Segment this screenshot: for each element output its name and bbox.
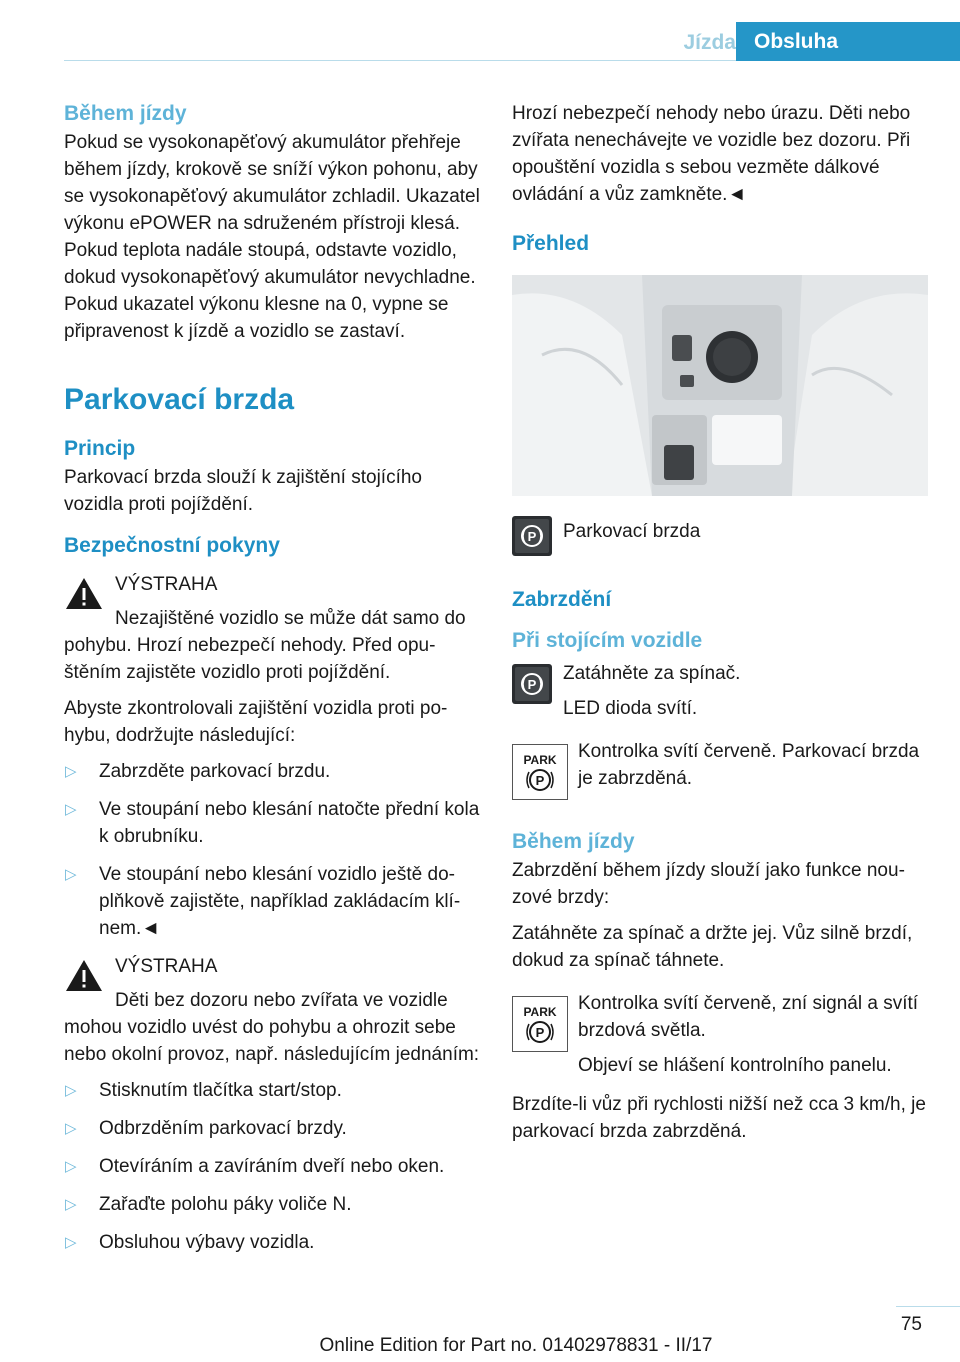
chapter-tab-driving[interactable]: Jízda <box>683 31 736 54</box>
indicator-2-line-1: Kontrolka svítí červeně, zní signál a svítí brzdová světla. <box>578 993 919 1041</box>
list-item: ▷ Obsluhou výbavy vozidla. <box>64 1229 484 1256</box>
park-indicator-icon <box>512 744 568 800</box>
list-item: ▷ Ve stoupání nebo klesání vozidlo ještě doplňkově zajistěte, například zakládacím klínem.◄ <box>64 861 484 942</box>
indicator-row-1 <box>512 736 930 806</box>
principle-text: Parkovací brzda slouží k zajištění stojícího vozidla proti pojíždění. <box>64 467 422 515</box>
left-column <box>64 100 484 1267</box>
safety-heading: Bezpečnostní pokyny <box>64 534 280 557</box>
standstill-heading: Při stojícím vozidle <box>512 629 703 652</box>
engage-heading: Zabrzdění <box>512 588 612 611</box>
warning-1-text: Nezajištěné vozidlo se může dát samo do pohybu. Hrozí nebezpečí nehody. Před opuštěním zajistěte vozidlo proti pojíždění. <box>64 608 466 683</box>
indicator-2-line-2: Objeví se hlášení kontrolního panelu. <box>578 1055 892 1076</box>
overview-heading: Přehled <box>512 232 590 255</box>
footer-rule <box>896 1306 960 1307</box>
bullet-triangle-icon: ▷ <box>65 1196 77 1213</box>
principle-heading: Princip <box>64 437 136 460</box>
parking-brake-switch-icon <box>512 516 552 556</box>
warning-icon <box>64 957 104 994</box>
continued-warning-text: Hrozí nebezpečí nehody nebo úrazu. Děti nebo zvířata nenechávejte ve vozidle bez dozoru. Při opouštění vozidla s sebou vezměte dálkové ovládání a vůz zamkněte.◄ <box>512 103 911 205</box>
bullet-triangle-icon: ▷ <box>65 801 77 818</box>
photo-caption: Parkovací brzda <box>563 521 701 542</box>
center-console-photo <box>512 275 928 496</box>
closing-text: Brzdíte-li vůz při rychlosti nižší než cca 3 km/h, je parkovací brzda zabrzděná. <box>512 1094 926 1142</box>
park-label: PARK <box>523 1005 557 1019</box>
list-item: ▷ Zařaďte polohu páky voliče N. <box>64 1191 484 1218</box>
warning-block-2 <box>64 953 484 1068</box>
p-symbol: P <box>535 1025 545 1040</box>
bullet-triangle-icon: ▷ <box>65 763 77 780</box>
standstill-line-2: LED dioda svítí. <box>563 698 698 719</box>
edition-footer: Online Edition for Part no. 01402978831 - II/17 <box>319 1335 713 1356</box>
list-item: ▷ Stisknutím tlačítka start/stop. <box>64 1077 484 1104</box>
during-drive-text: Pokud se vysokonapěťový akumulátor přehřeje během jízdy, krokově se sníží výkon pohonu, aby se vysokonapěťový akumulátor zchladil. Ukazatel výkonu ePOWER na sdruženém přístroji klesá. Pokud teplota nadále stoupá, odstavte vozidlo, dokud vysokonapěťový akumulátor nevychladne. Pokud ukazatel výkonu klesne na 0, vypne se připravenost k jízdě a vozidlo se zastaví. <box>64 132 480 342</box>
standstill-row <box>512 660 930 722</box>
list-item: ▷ Zabrzděte parkovací brzdu. <box>64 758 484 785</box>
warning-1-title: VÝSTRAHA <box>115 574 218 595</box>
warning-2-text: Děti bez dozoru nebo zvířata ve vozidle mohou vozidlo uvést do pohybu a ohrozit sebe nebo okolní provoz, např. následujícím jednáním: <box>64 990 480 1065</box>
standstill-line-1: Zatáhněte za spínač. <box>563 663 741 684</box>
driving-text-1: Zabrzdění během jízdy slouží jako funkce nouzové brzdy: <box>512 860 905 908</box>
p-symbol: P <box>527 677 537 692</box>
parking-brake-switch-icon <box>512 664 552 704</box>
list-item: ▷ Odbrzděním parkovací brzdy. <box>64 1115 484 1142</box>
chapter-tab-operation[interactable]: Obsluha <box>736 22 960 61</box>
bullet-triangle-icon: ▷ <box>65 1234 77 1251</box>
indicator-1-text: Kontrolka svítí červeně. Parkovací brzda je zabrzděná. <box>578 741 920 789</box>
right-column <box>512 100 930 1154</box>
driving-text-2: Zatáhněte za spínač a držte jej. Vůz silně brzdí, dokud za spínač táhnete. <box>512 923 913 971</box>
parking-brake-title: Parkovací brzda <box>64 383 295 416</box>
bullet-triangle-icon: ▷ <box>65 1158 77 1175</box>
list-item: ▷ Otevíráním a zavíráním dveří nebo oken. <box>64 1153 484 1180</box>
warning-1-list <box>64 758 484 942</box>
list-item: ▷ Ve stoupání nebo klesání natočte přední kola k obrubníku. <box>64 796 484 850</box>
warning-block-1 <box>64 571 484 686</box>
warning-icon <box>64 575 104 612</box>
park-indicator-icon <box>512 996 568 1052</box>
p-symbol: P <box>535 773 545 788</box>
warning-1-follow: Abyste zkontrolovali zajištění vozidla proti pohybu, dodržujte následující: <box>64 698 448 746</box>
park-label: PARK <box>523 753 557 767</box>
warning-2-title: VÝSTRAHA <box>115 956 218 977</box>
page-number: 75 <box>900 1314 922 1335</box>
bullet-triangle-icon: ▷ <box>65 866 77 883</box>
during-drive-heading: Během jízdy <box>64 102 187 125</box>
driving-heading: Během jízdy <box>512 830 635 853</box>
photo-caption-row <box>512 512 930 558</box>
warning-2-list <box>64 1077 484 1256</box>
p-symbol: P <box>527 529 537 544</box>
indicator-row-2 <box>512 988 930 1079</box>
bullet-triangle-icon: ▷ <box>65 1120 77 1137</box>
bullet-triangle-icon: ▷ <box>65 1082 77 1099</box>
